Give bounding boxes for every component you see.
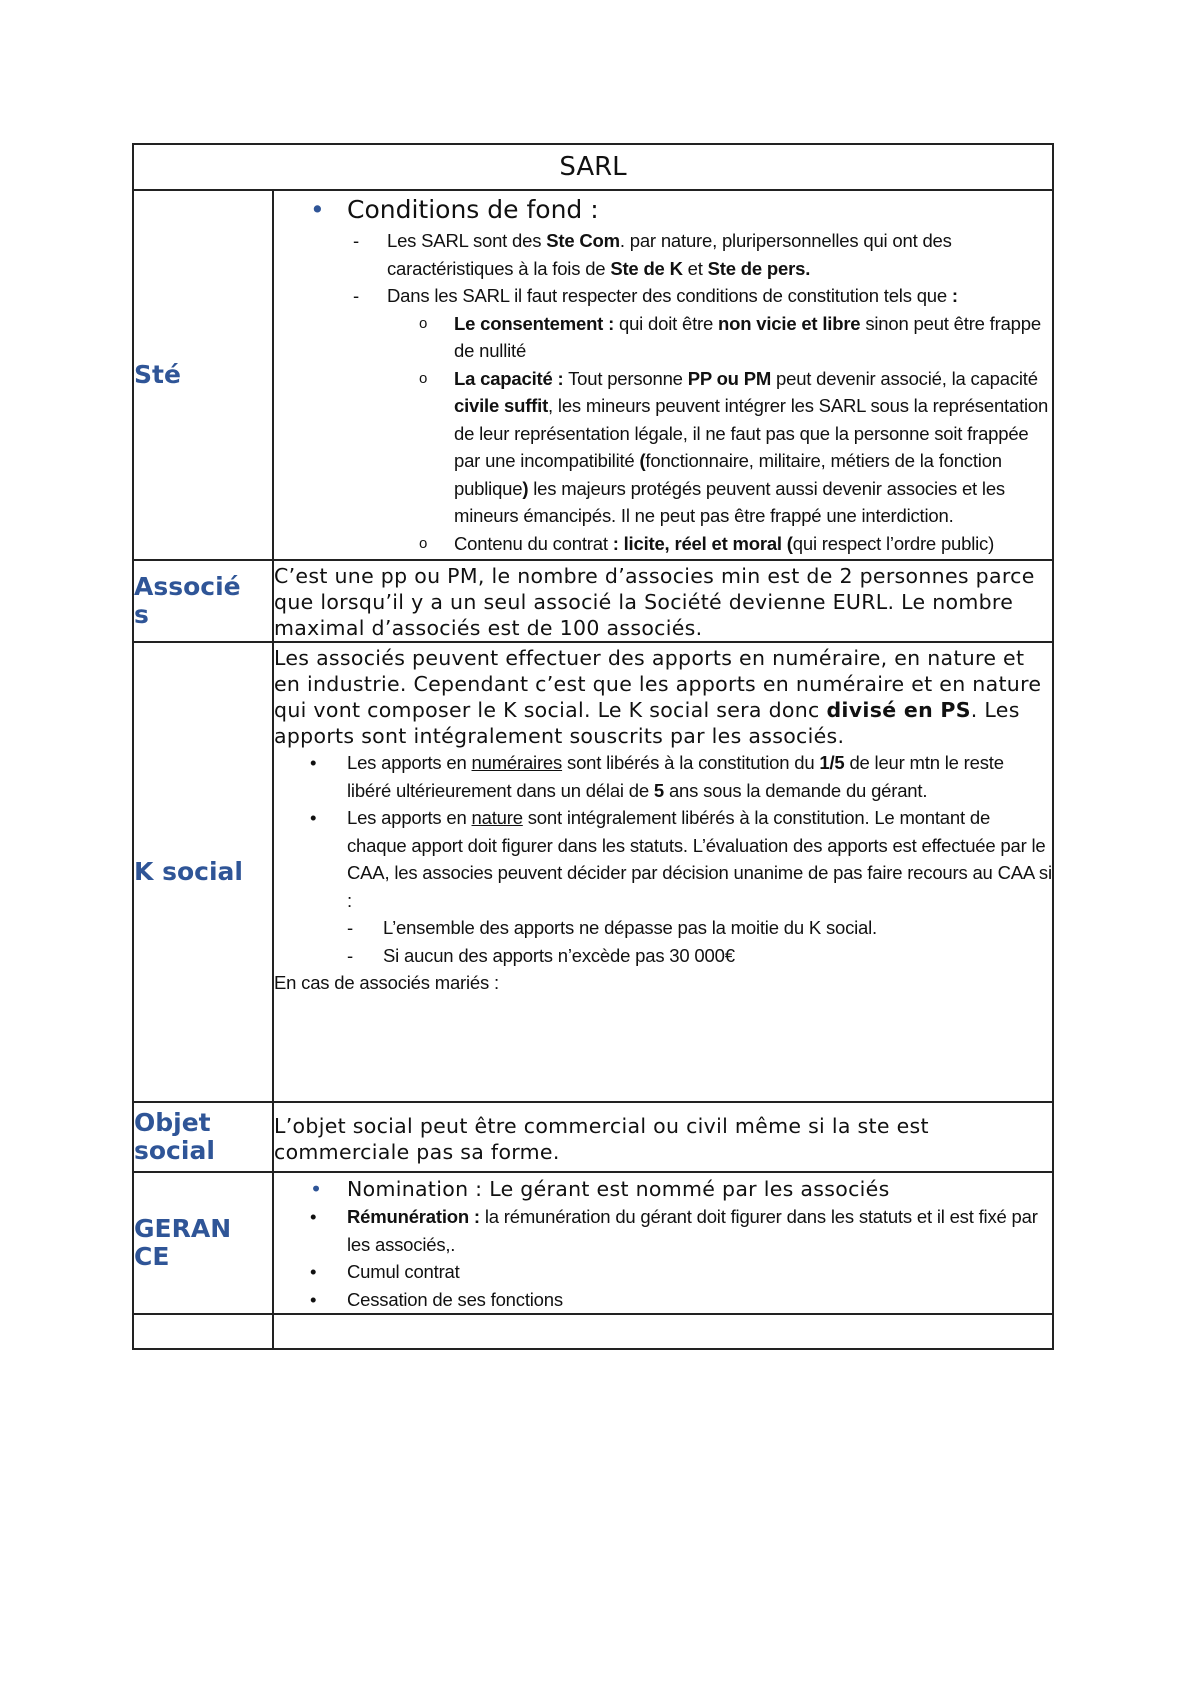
conditions-heading <box>274 193 1052 227</box>
row-associes <box>133 560 1053 642</box>
label-objet-social <box>133 1102 273 1172</box>
text-bold: Rémunération : <box>347 1206 480 1227</box>
k-social-closing: En cas de associés mariés : <box>274 972 499 993</box>
label-gerance-line1: GERAN <box>134 1214 232 1243</box>
text-bold: civile suffit <box>454 395 549 416</box>
text-bold: ) <box>522 477 529 499</box>
label-ste <box>133 190 273 560</box>
bullet-icon: • <box>310 752 317 773</box>
text: qui respect l’ordre public) <box>792 532 995 554</box>
dash-icon: - <box>347 944 353 966</box>
text: . Les apports sont intégralement souscrits par les associés. <box>274 698 1020 748</box>
text-bold: non vicie et libre <box>718 312 861 334</box>
text-bold: Ste Com <box>546 230 620 251</box>
text-bold: Ste de K <box>610 257 683 279</box>
text: et <box>682 257 708 279</box>
dash-icon: - <box>353 230 359 251</box>
content-gerance <box>273 1172 1053 1314</box>
label-k-social <box>133 642 273 1102</box>
label-associes-line1: Associé <box>134 572 241 601</box>
dash-icon: - <box>347 917 353 938</box>
text: Les SARL sont des <box>387 230 547 251</box>
content-ste <box>273 190 1053 560</box>
list-item <box>274 227 1052 282</box>
text: Tout personne <box>563 367 688 389</box>
text: , les mineurs peuvent intégrer les SARL sous la représentation de leur représentation légale, il ne faut pas que la personne soit frappée par une incompatibilité <box>454 395 1049 471</box>
list-item <box>274 530 1052 558</box>
circle-icon: o <box>419 534 428 552</box>
label-ste-text: Sté <box>134 360 181 389</box>
bullet-icon: • <box>310 1288 317 1310</box>
sarl-table <box>132 143 1054 1350</box>
label-objet-line1: Objet <box>134 1108 211 1137</box>
label-associes <box>133 560 273 642</box>
list-item <box>274 365 1052 530</box>
text-bold: 1/5 <box>819 752 845 773</box>
circle-icon: o <box>419 314 428 332</box>
text: de leur mtn le reste libéré ultérieurement dans un délai de <box>347 752 1004 801</box>
bullet-icon: • <box>310 807 317 828</box>
content-associes: C’est une pp ou PM, le nombre d’associes min est de 2 personnes parce que lorsqu’il y a un seul associé la Société devienne EURL. Le nombre maximal d’associés est de 100 associés. <box>273 560 1053 642</box>
text: sinon peut être frappe de nullité <box>454 312 1041 361</box>
text: Les associés peuvent effectuer des apports en numéraire, en nature et en industrie. Cependant c’est que les apports en numéraire et en nature qui vont composer le K social. Le K social sera donc <box>274 646 1042 722</box>
list-item <box>274 310 1052 365</box>
list-item <box>274 1286 1052 1314</box>
label-k-social-text: K social <box>134 857 243 886</box>
text: fonctionnaire, militaire, métiers de la fonction publique <box>454 450 1002 499</box>
text: Cumul contrat <box>347 1261 460 1282</box>
text-bold: ( <box>639 450 646 471</box>
empty-cell <box>273 1314 1053 1349</box>
title-row <box>133 144 1053 190</box>
text: Cessation de ses fonctions <box>347 1288 563 1310</box>
list-item <box>274 749 1052 804</box>
text: Si aucun des apports n’excède pas 30 000€ <box>383 944 735 966</box>
text-bold: 5 <box>653 779 664 801</box>
text: sont intégralement libérés à la constitution. Le montant de chaque apport doit figurer dans les statuts. L’évaluation des apports est effectuée par le CAA, les associes peuvent décider par décision unanime de pas faire recours au CAA si : <box>347 807 1052 911</box>
content-objet-social: L’objet social peut être commercial ou civil même si la ste est commerciale pas sa forme. <box>273 1102 1053 1172</box>
table-title: SARL <box>133 144 1053 190</box>
dash-icon: - <box>353 285 359 306</box>
conditions-heading-text: Conditions de fond : <box>347 195 599 224</box>
bullet-icon: • <box>310 1177 323 1201</box>
text-bold: Le consentement : <box>454 312 619 334</box>
bullet-icon: • <box>310 1261 317 1282</box>
row-k-social <box>133 642 1053 1102</box>
list-item <box>274 804 1052 914</box>
text: . par nature, pluripersonnelles qui ont des caractéristiques à la fois de <box>387 230 952 279</box>
empty-cell <box>133 1314 273 1349</box>
row-objet-social <box>133 1102 1053 1172</box>
text-bold: divisé en PS <box>826 698 971 722</box>
text-bold: : licite, réel et moral ( <box>612 532 793 554</box>
list-item <box>274 942 1052 970</box>
row-ste <box>133 190 1053 560</box>
text-bold: : <box>951 285 958 306</box>
text: Nomination : Le gérant est nommé par les associés <box>347 1177 890 1201</box>
list-item <box>274 914 1052 942</box>
text-bold: La capacité : <box>454 367 564 389</box>
bullet-icon: • <box>310 1206 317 1227</box>
list-item <box>274 1175 1052 1203</box>
bullet-icon: • <box>310 195 325 224</box>
text: la rémunération du gérant doit figurer dans les statuts et il est fixé par les associés,. <box>347 1206 1038 1255</box>
empty-row <box>133 1314 1053 1349</box>
label-associes-line2: s <box>134 600 149 629</box>
text-underlined: nature <box>471 807 523 828</box>
k-social-intro <box>274 645 1052 749</box>
list-item <box>274 282 1052 310</box>
list-item <box>274 1258 1052 1286</box>
label-gerance <box>133 1172 273 1314</box>
label-gerance-line2: CE <box>134 1242 170 1271</box>
label-objet-line2: social <box>134 1136 215 1165</box>
text: Les apports en <box>347 752 472 773</box>
text: Contenu du contrat <box>454 532 613 554</box>
text: sont libérés à la constitution du <box>562 752 820 773</box>
text-bold: Ste de pers. <box>707 257 811 279</box>
content-k-social <box>273 642 1053 1102</box>
row-gerance <box>133 1172 1053 1314</box>
text: peut devenir associé, la capacité <box>771 367 1038 389</box>
text: les majeurs protégés peuvent aussi devenir associes et les mineurs émancipés. Il ne peut pas être frappé une interdiction. <box>454 477 1005 526</box>
text-bold: PP ou PM <box>687 367 772 389</box>
list-item <box>274 1203 1052 1258</box>
text: qui doit être <box>619 312 719 334</box>
circle-icon: o <box>419 369 428 387</box>
text: Dans les SARL il faut respecter des conditions de constitution tels que <box>387 285 952 306</box>
text: ans sous la demande du gérant. <box>664 779 928 801</box>
text: L’ensemble des apports ne dépasse pas la moitie du K social. <box>383 917 877 938</box>
text-underlined: numéraires <box>471 752 563 773</box>
text: Les apports en <box>347 807 472 828</box>
